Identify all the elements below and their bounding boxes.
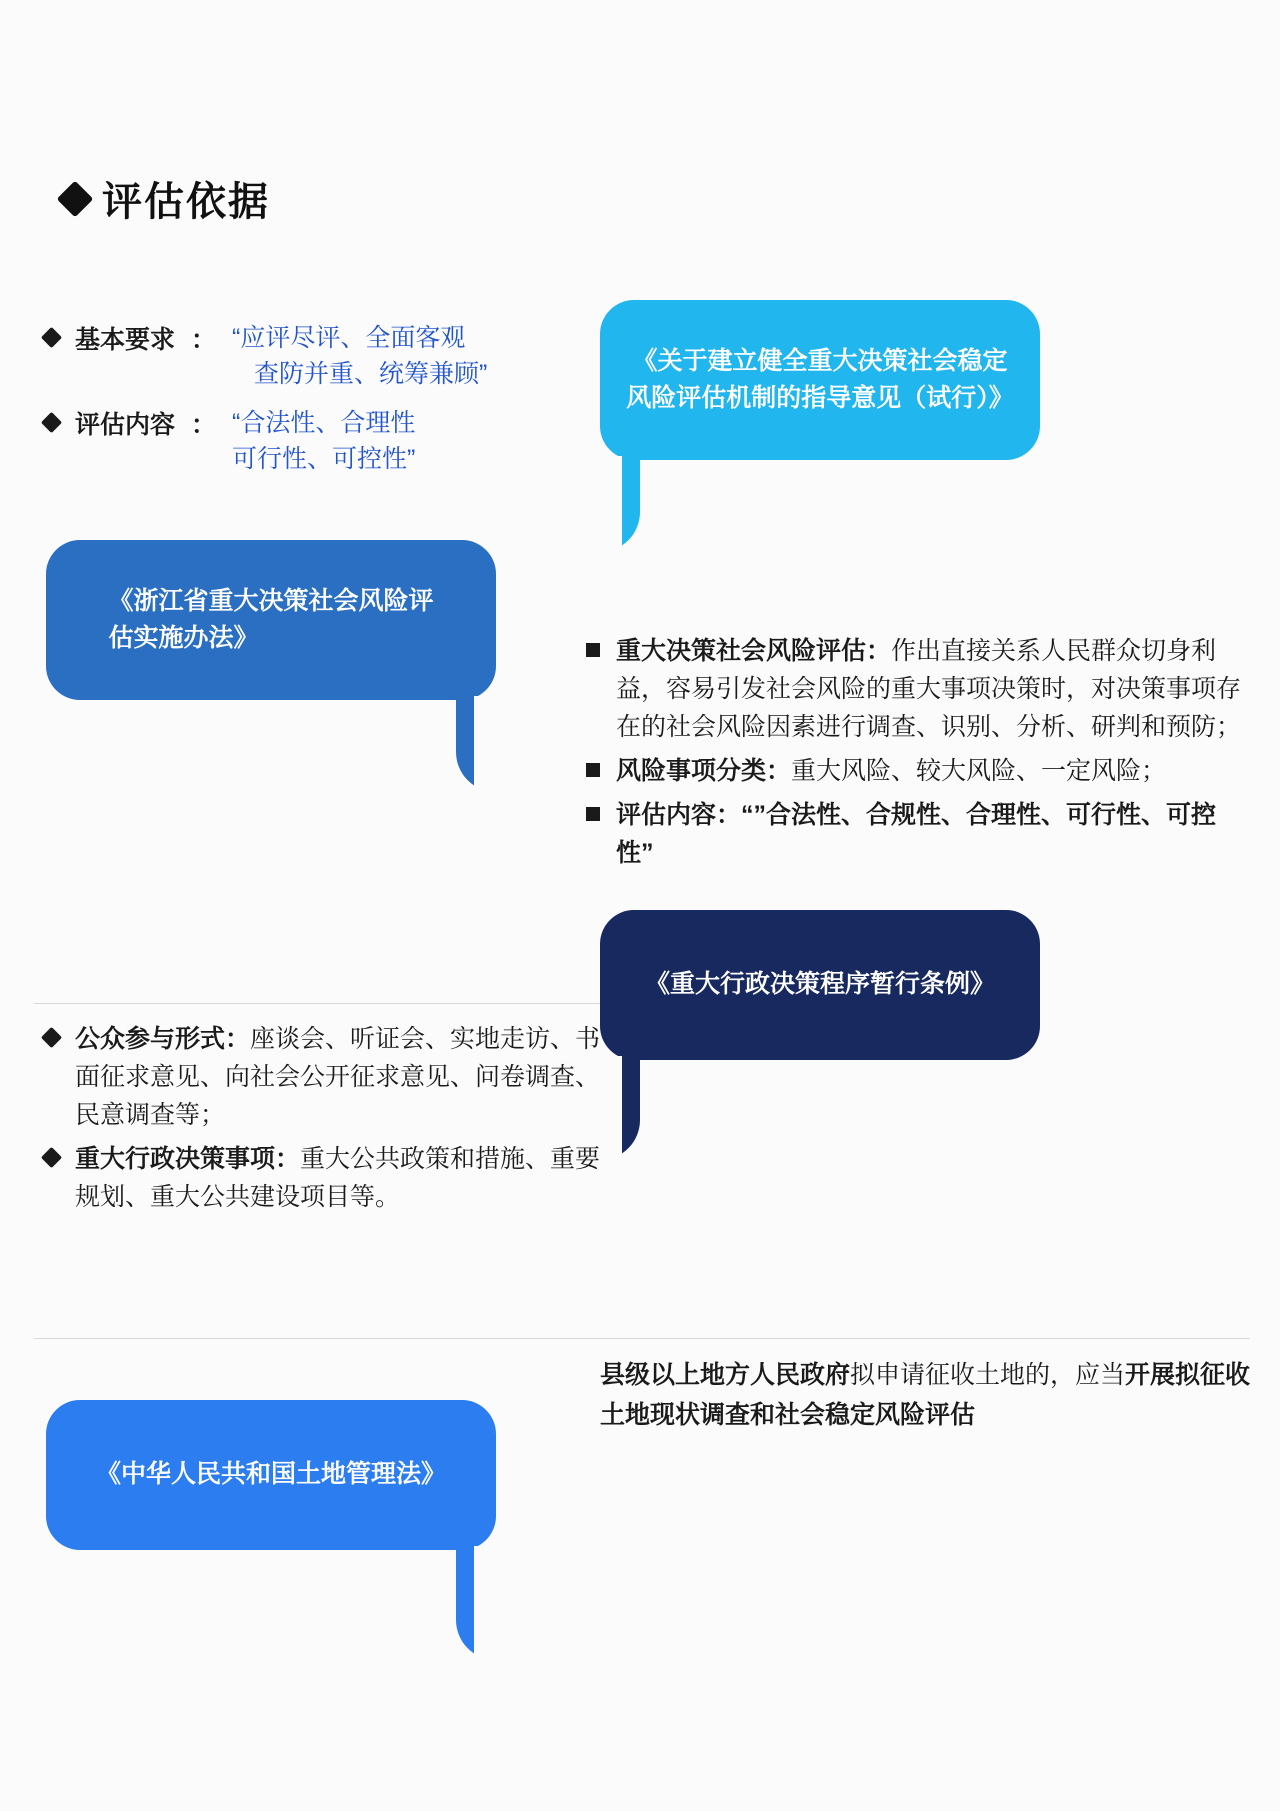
list-item-quote	[232, 405, 415, 478]
list-item-label: 评估内容	[75, 410, 176, 439]
callout-regulation	[600, 910, 1040, 1060]
callout-text	[74, 583, 467, 658]
list-item	[586, 632, 1246, 746]
callout-line: 风险评估机制的指导意见（试行）》	[626, 384, 1014, 412]
callout-text	[619, 966, 1021, 1004]
page-title-text: 评估依据	[102, 180, 270, 224]
term-colon: ：	[866, 637, 892, 665]
list-item-text	[616, 796, 1246, 872]
callout-tail-mask	[600, 456, 622, 556]
quote-line: “应评尽评、全面客观	[232, 324, 466, 352]
term-description: 重大公共政策和措施、重要规划、重大公共建设项目等。	[75, 1145, 601, 1211]
list-item	[586, 796, 1246, 872]
diamond-bullet-icon	[57, 180, 94, 217]
term-label: 风险事项分类	[616, 757, 767, 785]
callout-line: 《中华人民共和国土地管理法》	[95, 1460, 446, 1489]
callout-tail-mask	[600, 1056, 622, 1164]
diamond-bullet-icon	[41, 1027, 62, 1048]
term-description: 重大风险、较大风险、一定风险；	[791, 757, 1167, 785]
term-description: 座谈会、听证会、实地走访、书面征求意见、向社会公开征求意见、问卷调查、民意调查等；	[75, 1025, 601, 1129]
quote-line: 查防并重、统筹兼顾”	[254, 360, 488, 389]
callout-tail-mask	[474, 1546, 496, 1664]
list-item	[44, 1140, 614, 1216]
zhejiang-points-list	[586, 632, 1246, 878]
diamond-bullet-icon	[41, 411, 62, 432]
list-item	[44, 405, 634, 478]
square-bullet-icon	[586, 763, 600, 777]
list-item-quote	[232, 320, 487, 393]
list-item-colon: ：	[191, 410, 217, 439]
paragraph-part-bold: 开展拟征收土地现状调查和社会稳定风险评估	[600, 1361, 1251, 1429]
term-label: 重大行政决策事项	[75, 1145, 276, 1173]
list-item	[586, 752, 1246, 790]
list-item-colon: ：	[191, 326, 217, 354]
term-colon: ：	[716, 801, 742, 829]
callout-line: 《重大行政决策程序暂行条例》	[644, 970, 995, 999]
diamond-bullet-icon	[41, 1147, 62, 1168]
callout-line: 《关于建立健全重大决策社会稳定	[632, 346, 1008, 375]
callout-zhejiang-method	[46, 540, 496, 700]
list-item	[44, 1020, 614, 1134]
term-label: 重大决策社会风险评估	[616, 637, 867, 665]
callout-text	[600, 343, 1040, 418]
term-description: “”合法性、合规性、合理性、可行性、可控性”	[616, 801, 1217, 867]
list-item-text	[75, 1140, 614, 1216]
page-title	[62, 170, 270, 227]
basic-requirements-list	[44, 320, 634, 489]
term-label: 公众参与形式	[75, 1025, 226, 1053]
callout-line: 估实施办法》	[108, 624, 259, 652]
quote-line: “合法性、合理性	[232, 408, 416, 437]
list-item-label: 基本要求	[75, 326, 176, 354]
diamond-bullet-icon	[41, 327, 62, 348]
term-colon: ：	[275, 1145, 301, 1173]
term-description: 作出直接关系人民群众切身利益，容易引发社会风险的重大事项决策时，对决策事项存在的社会风险因素进行调查、识别、分析、研判和预防；	[616, 637, 1242, 741]
callout-guidance-opinion	[600, 300, 1040, 460]
term-colon: ：	[225, 1025, 251, 1053]
paragraph-part: 拟申请征收土地的，应当	[850, 1361, 1126, 1389]
callout-text	[70, 1456, 472, 1494]
term-colon: ：	[766, 757, 792, 785]
square-bullet-icon	[586, 807, 600, 821]
paragraph-part-bold: 县级以上地方人民政府	[600, 1361, 851, 1389]
regulation-points-list	[44, 1020, 614, 1222]
list-item-text	[616, 752, 1166, 790]
callout-land-law	[46, 1400, 496, 1550]
list-item	[44, 320, 634, 393]
callout-line: 《浙江省重大决策社会风险评	[108, 586, 434, 615]
term-label: 评估内容	[616, 801, 717, 829]
quote-line: 可行性、可控性”	[232, 444, 416, 473]
callout-tail-mask	[474, 696, 496, 796]
land-law-paragraph	[600, 1355, 1260, 1435]
list-item-text	[75, 1020, 614, 1134]
square-bullet-icon	[586, 643, 600, 657]
divider	[34, 1338, 1250, 1339]
list-item-text	[616, 632, 1246, 746]
